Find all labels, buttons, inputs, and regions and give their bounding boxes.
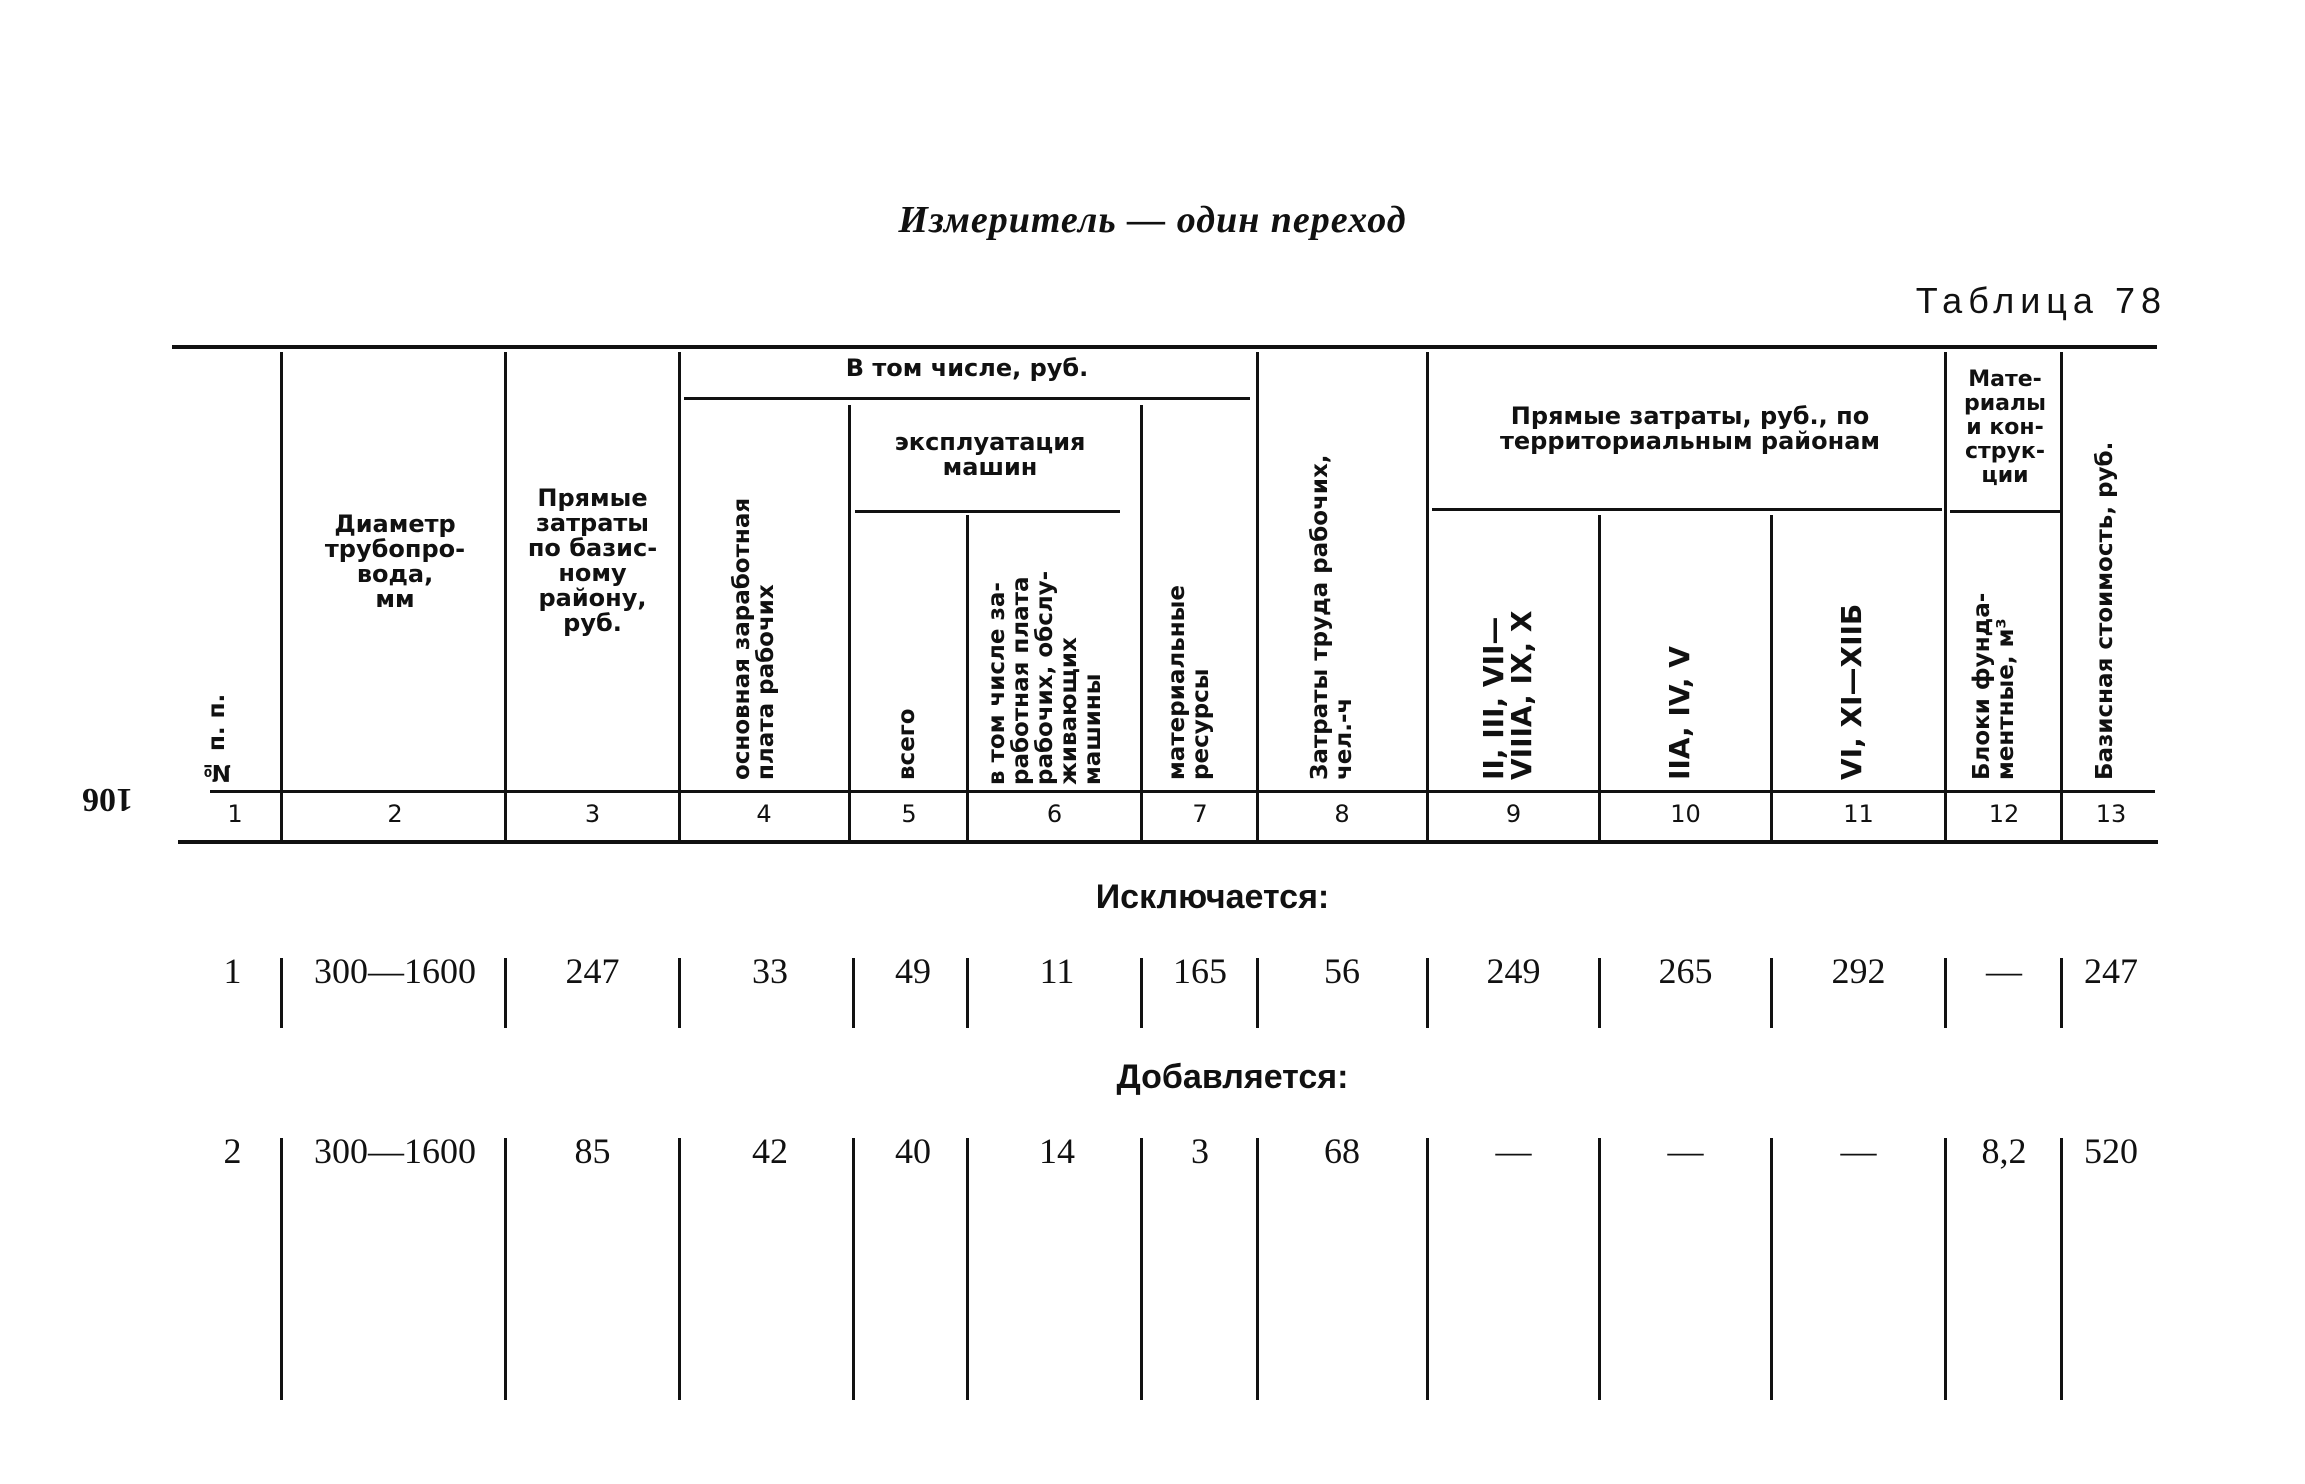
column-number: 7 bbox=[1192, 800, 1208, 828]
table-cell: 49 bbox=[895, 951, 931, 991]
header-region-2: IIA, IV, V bbox=[1663, 646, 1696, 780]
measure-title: Измеритель — один переход bbox=[898, 199, 1407, 241]
row-separator bbox=[678, 1138, 681, 1400]
header-top-rule bbox=[172, 345, 2157, 349]
row-separator bbox=[1598, 1138, 1601, 1400]
column-number: 8 bbox=[1334, 800, 1350, 828]
header-foundation-blocks: Блоки фунда- ментные, м³ bbox=[1969, 592, 2019, 780]
header-col-divider bbox=[280, 352, 283, 840]
table-cell: 2 bbox=[223, 1131, 242, 1171]
row-separator bbox=[1426, 958, 1429, 1028]
table-cell: 40 bbox=[895, 1131, 931, 1171]
table-cell: 300—1600 bbox=[314, 951, 476, 991]
header-col-divider bbox=[1256, 352, 1259, 840]
row-separator bbox=[280, 1138, 283, 1400]
page-number: 106 bbox=[82, 781, 133, 818]
column-number: 6 bbox=[1046, 800, 1063, 828]
row-separator bbox=[1256, 1138, 1259, 1400]
header-region-3: VI, XI—XIIБ bbox=[1835, 603, 1868, 780]
column-number: 9 bbox=[1505, 800, 1522, 828]
header-machines-total: всего bbox=[894, 708, 920, 780]
row-separator bbox=[2060, 1138, 2063, 1400]
regions-group-rule bbox=[1432, 508, 1942, 511]
row-separator bbox=[678, 958, 681, 1028]
table-cell: 249 bbox=[1486, 951, 1541, 991]
table-cell: 8,2 bbox=[1981, 1131, 2027, 1171]
row-separator bbox=[966, 1138, 969, 1400]
table-cell: 300—1600 bbox=[314, 1131, 476, 1171]
row-separator bbox=[280, 958, 283, 1028]
row-separator bbox=[852, 1138, 855, 1400]
header-col-divider bbox=[848, 405, 851, 840]
header-col-divider bbox=[1140, 405, 1143, 840]
column-number: 13 bbox=[2095, 800, 2127, 828]
table-cell: 56 bbox=[1324, 951, 1360, 991]
header-col-divider bbox=[966, 515, 969, 840]
header-col-divider bbox=[1426, 352, 1429, 840]
table-cell: — bbox=[1495, 1131, 1532, 1171]
header-region-1: II, III, VII— VIIIA, IX, X bbox=[1477, 610, 1538, 780]
column-number: 4 bbox=[756, 800, 772, 828]
section-excluded-label: Исключается: bbox=[1095, 878, 1330, 916]
row-separator bbox=[504, 1138, 507, 1400]
table-cell: 33 bbox=[752, 951, 788, 991]
machines-group-rule bbox=[855, 510, 1120, 513]
row-separator bbox=[1944, 958, 1947, 1028]
row-separator bbox=[1770, 1138, 1773, 1400]
table-cell: — bbox=[1986, 951, 2022, 991]
table-cell: 265 bbox=[1658, 951, 1713, 991]
row-separator bbox=[1140, 958, 1143, 1028]
table-cell: 85 bbox=[574, 1131, 611, 1171]
table-cell: 292 bbox=[1831, 951, 1886, 991]
colnum-separator-rule bbox=[210, 790, 2155, 793]
table-cell: 14 bbox=[1039, 1131, 1075, 1171]
column-number: 10 bbox=[1670, 800, 1701, 828]
header-bottom-rule bbox=[178, 840, 2158, 844]
column-number: 2 bbox=[387, 800, 403, 828]
row-separator bbox=[1140, 1138, 1143, 1400]
column-number: 12 bbox=[1988, 800, 2020, 828]
row-separator bbox=[966, 958, 969, 1028]
row-separator bbox=[1770, 958, 1773, 1028]
row-separator bbox=[2060, 958, 2063, 1028]
materials-group-rule bbox=[1950, 510, 2060, 513]
header-machine-wage: в том числе за- работная плата рабочих, обслу- живающих машины bbox=[984, 570, 1106, 785]
header-base-cost: Базисная стоимость, руб. bbox=[2092, 441, 2118, 780]
section-added-label: Добавляется: bbox=[1116, 1058, 1349, 1096]
column-number: 1 bbox=[227, 800, 243, 828]
header-col-divider bbox=[1944, 352, 1947, 840]
table-cell: 247 bbox=[2084, 951, 2138, 991]
column-number: 11 bbox=[1843, 800, 1874, 828]
row-separator bbox=[1426, 1138, 1429, 1400]
table-cell: — bbox=[1667, 1131, 1704, 1171]
column-number: 3 bbox=[584, 800, 601, 828]
header-direct-costs-base: Прямые затраты по базис- ному району, руб. bbox=[527, 484, 658, 637]
row-separator bbox=[852, 958, 855, 1028]
header-row-number: № п. п. bbox=[204, 693, 230, 785]
table-cell: 165 bbox=[1173, 951, 1227, 991]
machines-group-header: эксплуатация машин bbox=[894, 428, 1086, 481]
header-diameter: Диаметр трубопро- вода, мм bbox=[324, 510, 466, 613]
incl-group-rule bbox=[684, 397, 1250, 400]
header-col-divider bbox=[1598, 515, 1601, 840]
incl-group-header: В том числе, руб. bbox=[845, 354, 1089, 382]
header-col-divider bbox=[504, 352, 507, 840]
table-number: Таблица 78 bbox=[1915, 280, 2167, 321]
table-cell: 11 bbox=[1039, 951, 1075, 991]
table-cell: 42 bbox=[752, 1131, 788, 1171]
column-number: 5 bbox=[901, 800, 917, 828]
row-separator bbox=[1944, 1138, 1947, 1400]
row-separator bbox=[504, 958, 507, 1028]
header-base-wage: основная заработная плата рабочих bbox=[729, 497, 779, 780]
regions-group-header: Прямые затраты, руб., по территориальным районам bbox=[1499, 402, 1881, 455]
header-materials-resources: материальные ресурсы bbox=[1164, 584, 1214, 780]
header-labor: Затраты труда рабочих, чел.-ч bbox=[1307, 454, 1357, 780]
table-cell: 520 bbox=[2084, 1131, 2138, 1171]
row-separator bbox=[1598, 958, 1601, 1028]
header-col-divider bbox=[2060, 352, 2063, 840]
row-separator bbox=[1256, 958, 1259, 1028]
table-cell: 247 bbox=[565, 951, 620, 991]
table-cell: 68 bbox=[1324, 1131, 1360, 1171]
header-col-divider bbox=[678, 352, 681, 840]
table-cell: 3 bbox=[1191, 1131, 1209, 1171]
table-cell: — bbox=[1840, 1131, 1877, 1171]
materials-group-header: Мате- риалы и кон- струк- ции bbox=[1963, 367, 2047, 488]
table-cell: 1 bbox=[223, 951, 242, 991]
header-col-divider bbox=[1770, 515, 1773, 840]
